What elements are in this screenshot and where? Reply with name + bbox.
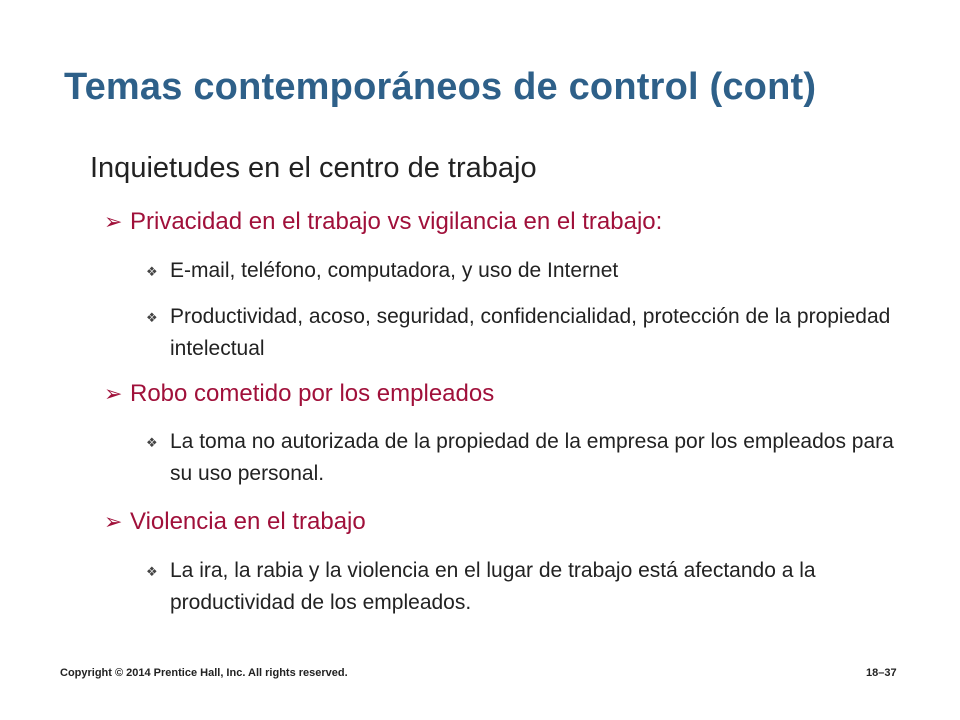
list-item: ❖ E-mail, teléfono, computadora, y uso de Internet xyxy=(146,255,906,287)
list-item: ❖ La ira, la rabia y la violencia en el lugar de trabajo está afectando a la productividad de los empleados. xyxy=(146,555,906,619)
section-theft xyxy=(104,380,494,408)
list-item: ❖ Productividad, acoso, seguridad, confidencialidad, protección de la propiedad intelectual xyxy=(146,301,906,365)
diamond-star-bullet-icon: ❖ xyxy=(146,564,158,579)
section-violence xyxy=(104,508,366,536)
main-heading: Inquietudes en el centro de trabajo xyxy=(90,152,537,184)
section-label: Violencia en el trabajo xyxy=(130,508,366,535)
diamond-star-bullet-icon: ❖ xyxy=(146,310,158,325)
arrow-bullet-icon: ➢ xyxy=(104,509,123,534)
section-label: Robo cometido por los empleados xyxy=(130,380,495,407)
page-number: 18–37 xyxy=(866,667,897,679)
diamond-star-bullet-icon: ❖ xyxy=(146,264,158,279)
slide-title: Temas contemporáneos de control (cont) xyxy=(64,66,817,108)
section-privacy xyxy=(104,208,662,236)
diamond-star-bullet-icon: ❖ xyxy=(146,435,158,450)
section-label: Privacidad en el trabajo vs vigilancia en el trabajo: xyxy=(130,208,663,235)
copyright-text: Copyright © 2014 Prentice Hall, Inc. All rights reserved. xyxy=(60,667,348,679)
list-item: ❖ La toma no autorizada de la propiedad de la empresa por los empleados para su uso personal. xyxy=(146,426,906,490)
arrow-bullet-icon: ➢ xyxy=(104,381,123,406)
arrow-bullet-icon: ➢ xyxy=(104,209,123,234)
